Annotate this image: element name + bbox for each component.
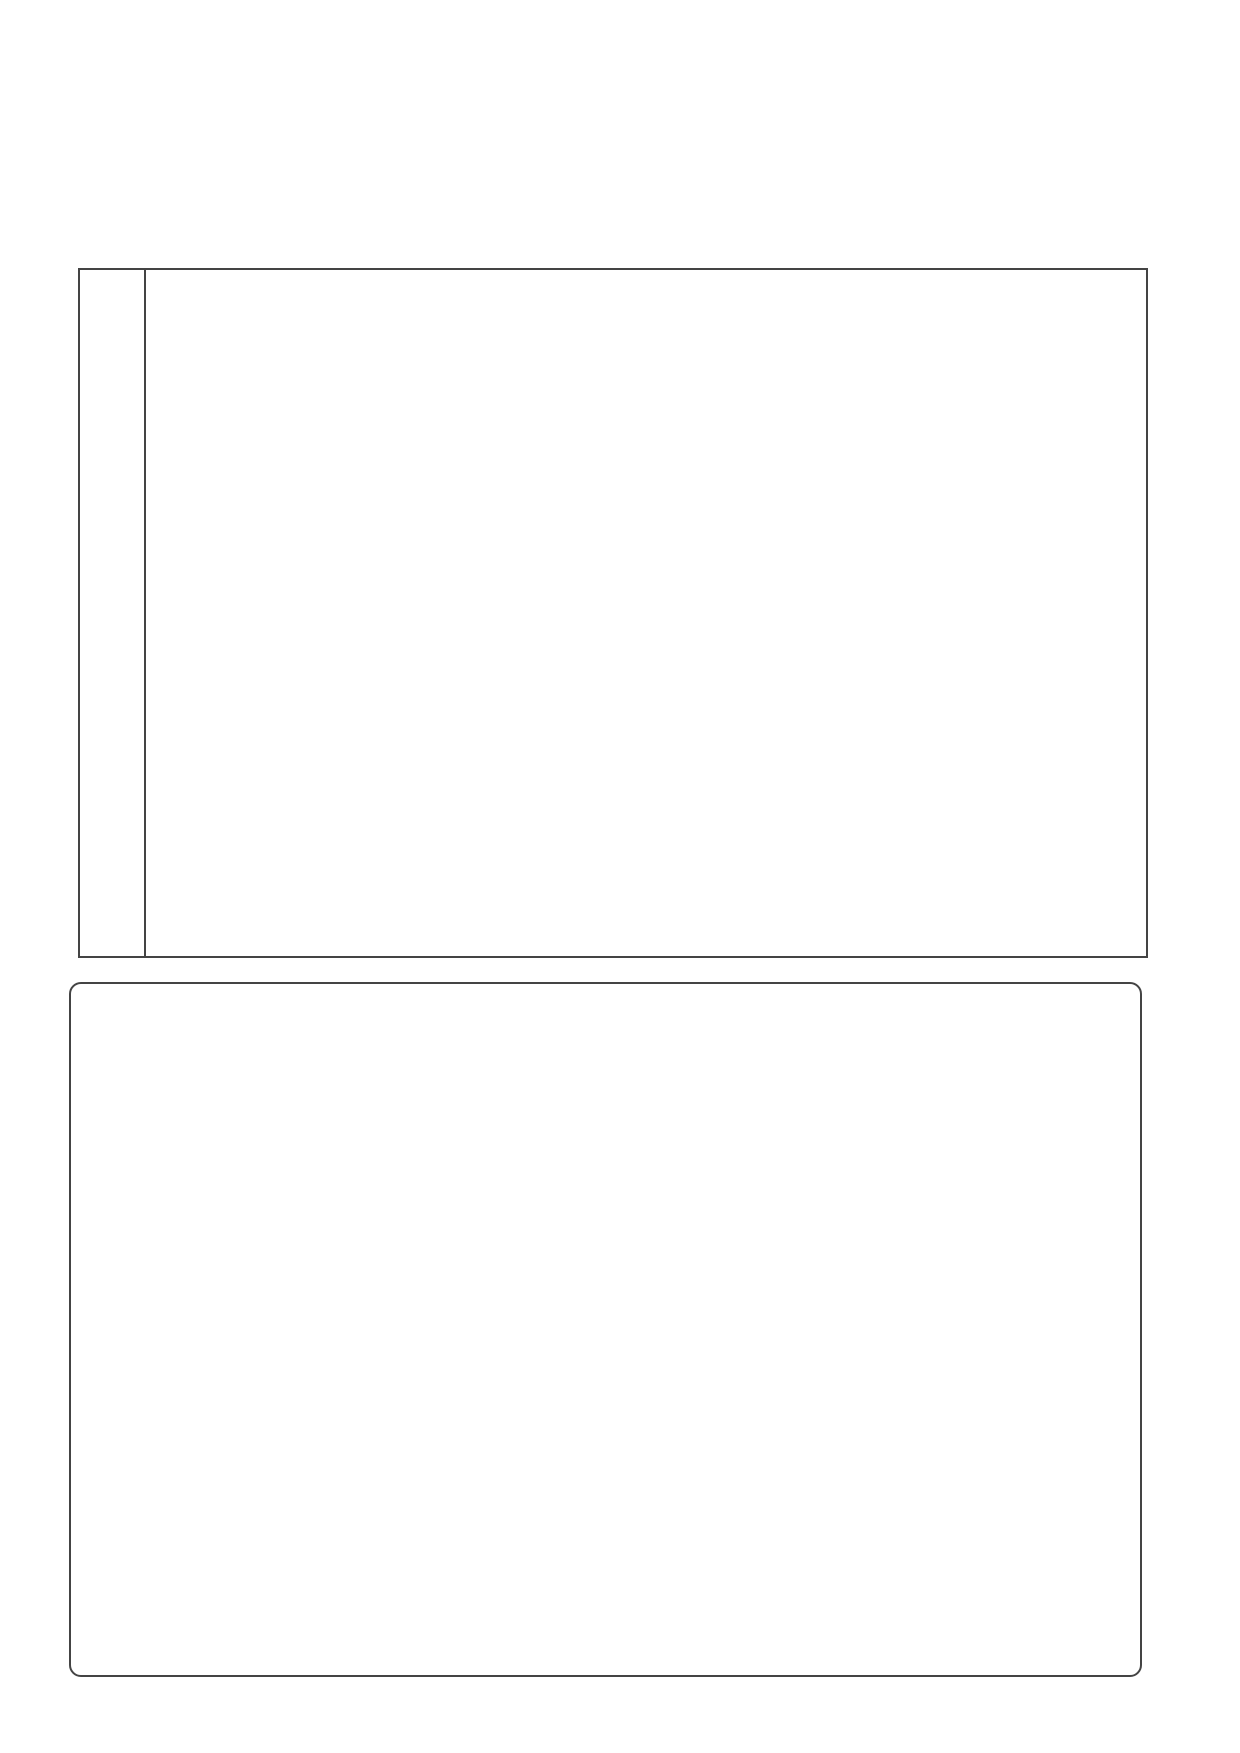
notices-box <box>69 982 1142 1677</box>
schedule-table <box>78 268 1148 958</box>
month-column <box>80 270 146 956</box>
